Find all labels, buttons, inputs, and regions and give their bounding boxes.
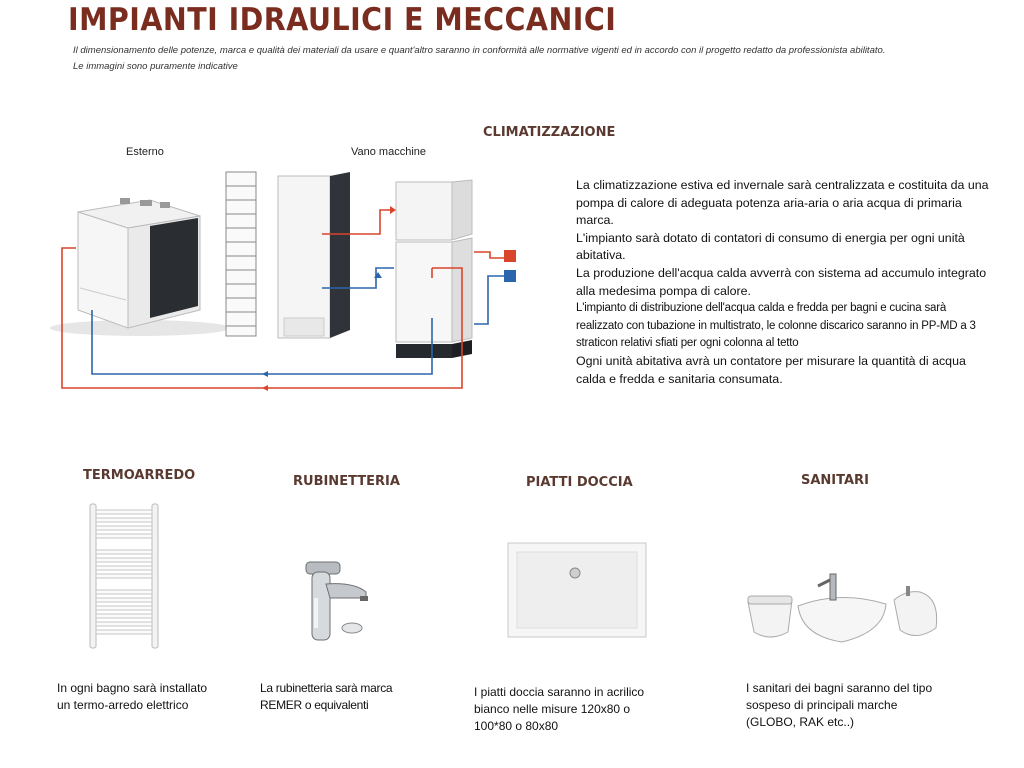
indoor-unit-image bbox=[278, 172, 350, 338]
cold-connection-marker bbox=[504, 270, 516, 282]
clima-paragraph: La climatizzazione estiva ed invernale sarà centralizzata e costituita da una pompa di calore di adeguata potenza aria-aria o aria acqua di primaria marca. bbox=[576, 178, 989, 228]
label-vano-macchine: Vano macchine bbox=[351, 146, 427, 158]
clima-schema-diagram bbox=[40, 160, 540, 400]
towel-radiator-image bbox=[84, 502, 164, 650]
termoarredo-heading: TERMOARREDO bbox=[83, 468, 196, 483]
sanitari-heading: SANITARI bbox=[801, 473, 869, 488]
clima-paragraph: La produzione dell'acqua calda avverrà con sistema ad accumulo integrato alla medesima pompa di calore. bbox=[576, 265, 987, 298]
storage-tank-image bbox=[396, 180, 472, 358]
shower-tray-image bbox=[507, 542, 647, 638]
clima-description bbox=[576, 177, 996, 388]
sanitary-fixtures-image bbox=[744, 570, 944, 646]
wall-image bbox=[226, 172, 256, 336]
page-title: IMPIANTI IDRAULICI E MECCANICI bbox=[68, 2, 617, 38]
bidet-shape bbox=[894, 592, 937, 636]
clima-paragraph: Ogni unità abitativa avrà un contatore per misurare la quantità di acqua calda e fredda e sanitaria consumata. bbox=[576, 353, 966, 386]
page-subtitle: Il dimensionamento delle potenze, marca e qualità dei materiali da usare e quant'altro saranno in conformità alle normative vigenti ed in accordo con il progetto redatto da professionista abilitato. bbox=[73, 45, 886, 56]
images-note: Le immagini sono puramente indicative bbox=[73, 61, 238, 72]
rubinetteria-text: La rubinetteria sarà marca REMER o equivalenti bbox=[260, 681, 393, 712]
faucet-image bbox=[296, 558, 376, 644]
toilet-shape bbox=[748, 600, 792, 637]
outdoor-unit-image bbox=[50, 198, 230, 336]
clima-heading: CLIMATIZZAZIONE bbox=[483, 125, 616, 140]
rubinetteria-heading: RUBINETTERIA bbox=[293, 474, 400, 489]
piatti-doccia-heading: PIATTI DOCCIA bbox=[526, 475, 633, 490]
hot-connection-marker bbox=[504, 250, 516, 262]
sanitari-text: I sanitari dei bagni saranno del tipo sospeso di principali marche (GLOBO, RAK etc..) bbox=[746, 681, 933, 729]
clima-paragraph: L'impianto sarà dotato di contatori di consumo di energia per ogni unità abitativa. bbox=[576, 230, 965, 263]
piatti-doccia-text: I piatti doccia saranno in acrilico bianco nelle misure 120x80 o 100*80 o 80x80 bbox=[474, 685, 645, 733]
washbasin-shape bbox=[798, 597, 886, 642]
clima-paragraph: L'impianto di distribuzione dell'acqua calda e fredda per bagni e cucina sarà realizzato con tubazione in multistrato, le colonne discarico saranno in PP-MD a 3 straticon relativi sfiati per ogni colonna al tetto bbox=[576, 302, 976, 350]
termoarredo-text: In ogni bagno sarà installato un termo-arredo elettrico bbox=[57, 681, 208, 712]
label-esterno: Esterno bbox=[126, 146, 164, 158]
